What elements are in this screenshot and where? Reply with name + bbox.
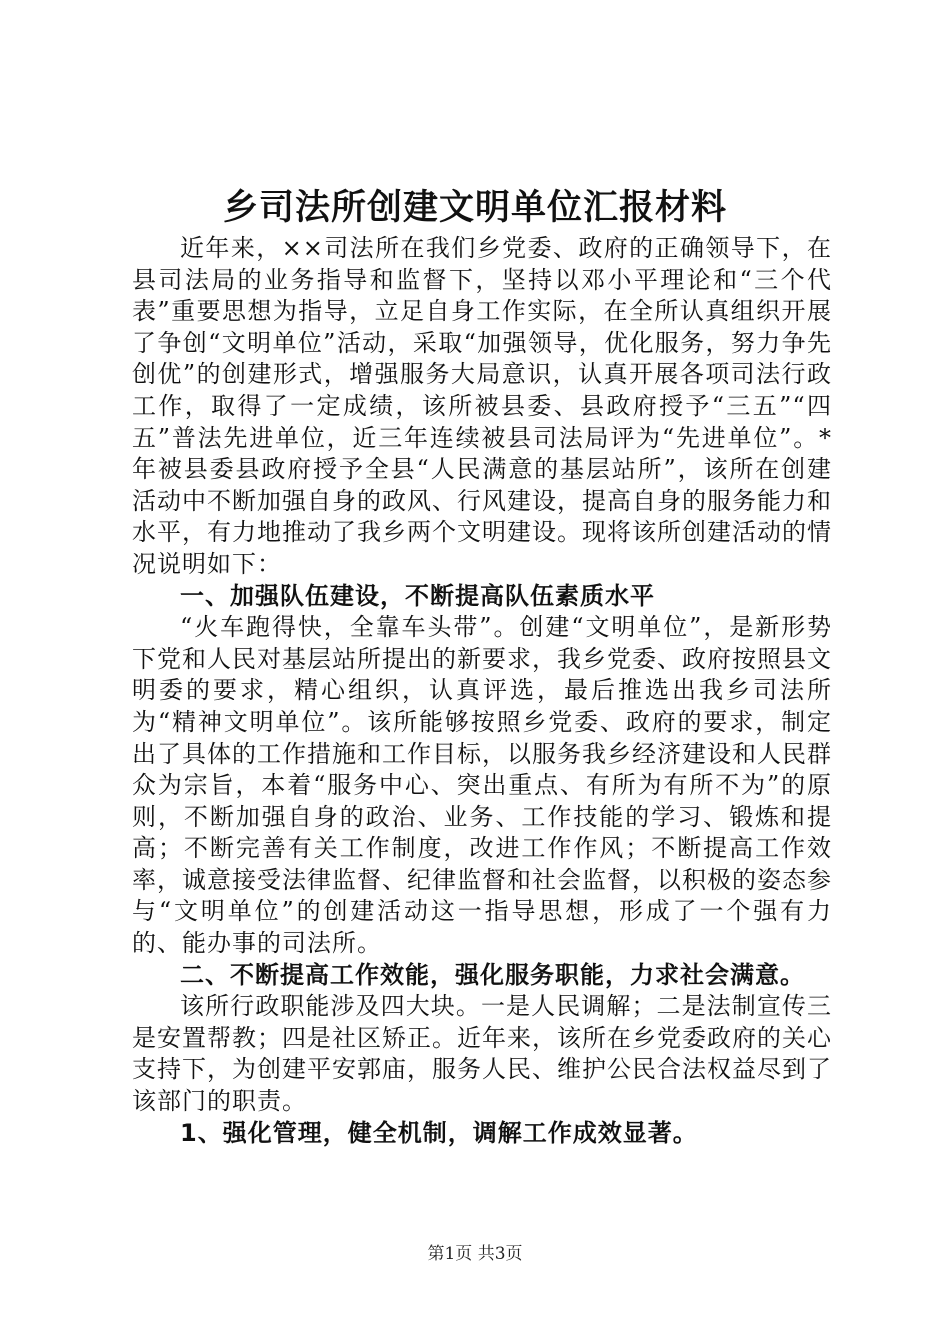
section-heading-1: 一、加强队伍建设，不断提高队伍素质水平 <box>180 581 655 610</box>
section-heading-2: 二、不断提高工作效能，强化服务职能，力求社会满意。 <box>180 960 805 989</box>
paragraph-section-1: “火车跑得快，全靠车头带”。创建“文明单位”，是新形势下党和人民对基层站所提出的新要求，我乡党委、政府按照县文明委的要求，精心组织，认真评选，最后推选出我乡司法所为“精神文明单位”。该所能够按照乡党委、政府的要求，制定出了具体的工作措施和工作目标，以服务我乡经济建设和人民群众为宗旨，本着“服务中心、突出重点、有所为有所不为”的原则，不断加强自身的政治、业务、工作技能的学习、锻炼和提高；不断完善有关工作制度，改进工作作风；不断提高工作效率，诚意接受法律监督、纪律监督和社会监督，以积极的姿态参与“文明单位”的创建活动这一指导思想，形成了一个强有力的、能办事的司法所。 <box>132 613 832 958</box>
paragraph-section-2: 该所行政职能涉及四大块。一是人民调解；二是法制宣传三是安置帮教；四是社区矫正。近年来，该所在乡党委政府的关心支持下，为创建平安郭庙，服务人民、维护公民合法权益尽到了该部门的职责。 <box>132 992 832 1116</box>
document-body <box>132 233 832 1149</box>
paragraph-intro: 近年来，××司法所在我们乡党委、政府的正确领导下，在县司法局的业务指导和监督下，坚持以邓小平理论和“三个代表”重要思想为指导，立足自身工作实际，在全所认真组织开展了争创“文明单位”活动，采取“加强领导，优化服务，努力争先创优”的创建形式，增强服务大局意识，认真开展各项司法行政工作，取得了一定成绩，该所被县委、县政府授予“三五”“四五”普法先进单位，近三年连续被县司法局评为“先进单位”。*年被县委县政府授予全县“人民满意的基层站所”，该所在创建活动中不断加强自身的政风、行风建设，提高自身的服务能力和水平，有力地推动了我乡两个文明建设。现将该所创建活动的情况说明如下： <box>132 234 832 578</box>
subsection-heading-1: 1、强化管理，健全机制，调解工作成效显著。 <box>180 1118 698 1147</box>
document-title: 乡司法所创建文明单位汇报材料 <box>222 187 727 228</box>
page-number-footer: 第1页 共3页 <box>427 1244 523 1264</box>
